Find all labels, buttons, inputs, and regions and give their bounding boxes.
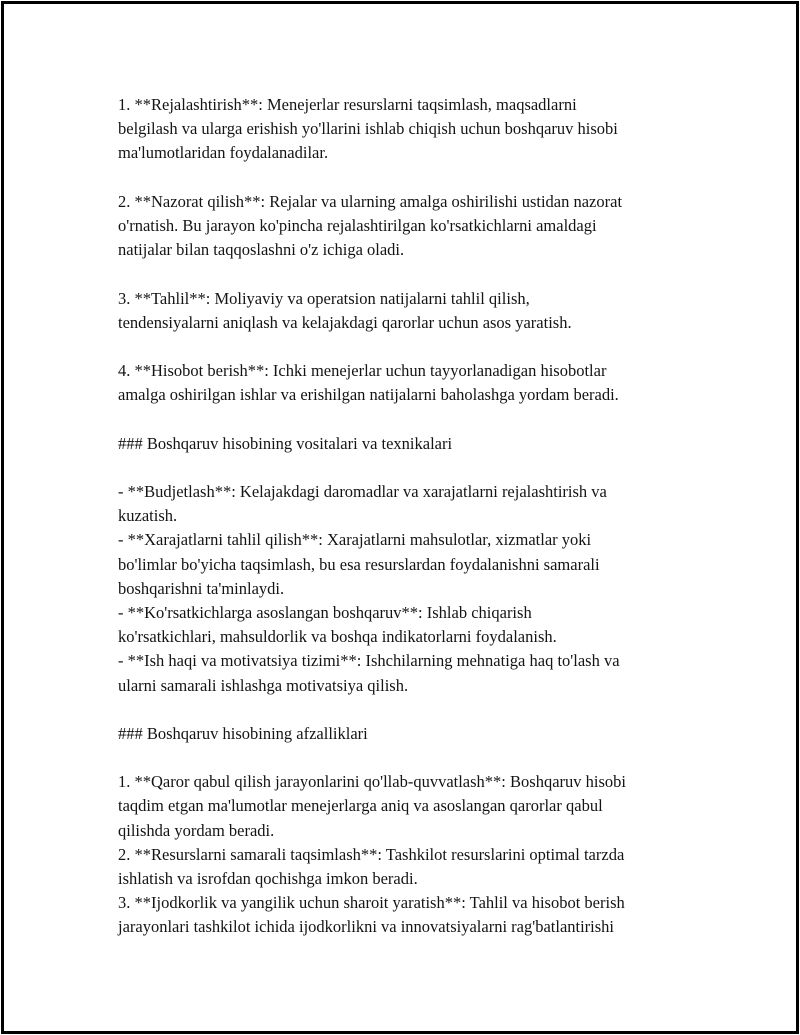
text-line: 2. **Nazorat qilish**: Rejalar va ularning amalga oshirilishi ustidan nazorat (118, 191, 623, 211)
text-line: 2. **Resurslarni samarali taqsimlash**: Tashkilot resurslarini optimal tarzda (118, 844, 625, 864)
list-item (118, 891, 758, 939)
text-line: - **Budjetlash**: Kelajakdagi daromadlar va xarajatlarni rejalashtirish va (118, 482, 607, 501)
list-item (118, 93, 758, 166)
list-item (118, 843, 758, 891)
list-item (118, 770, 758, 843)
document-body (118, 93, 758, 940)
list-item (118, 359, 758, 407)
text-line: 3. **Ijodkorlik va yangilik uchun sharoit yaratish**: Tahlil va hisobot berish (118, 893, 625, 913)
paragraph-gap (118, 262, 758, 286)
text-line: boshqarishni ta'minlaydi. (118, 578, 285, 598)
text-line: 1. **Qaror qabul qilish jarayonlarini qo'llab-quvvatlash**: Boshqaruv hisobi (118, 772, 626, 792)
text-line: belgilash va ularga erishish yo'llarini ishlab chiqish uchun boshqaruv hisobi (118, 119, 618, 139)
text-line: 1. **Rejalashtirish**: Menejerlar resurslarni taqsimlash, maqsadlarni (118, 95, 577, 114)
list-item (118, 190, 758, 263)
text-line: ma'lumotlaridan foydalanadilar. (118, 143, 329, 163)
section-heading: ### Boshqaruv hisobining vositalari va texnikalari (118, 433, 453, 453)
text-line: taqdim etgan ma'lumotlar menejerlarga aniq va asoslangan qarorlar qabul (118, 796, 603, 816)
text-line: natijalar bilan taqqoslashni o'z ichiga oladi. (118, 240, 405, 260)
text-line: o'rnatish. Bu jarayon ko'pincha rejalashtirilgan ko'rsatkichlarni amaldagi (118, 215, 597, 235)
text-line: - **Xarajatlarni tahlil qilish**: Xarajatlarni mahsulotlar, xizmatlar yoki (118, 530, 592, 550)
paragraph-gap (118, 166, 758, 190)
list-item (118, 287, 758, 335)
text-line: ko'rsatkichlari, mahsuldorlik va boshqa indikatorlarni foydalanish. (118, 627, 557, 647)
text-line: tendensiyalarni aniqlash va kelajakdagi qarorlar uchun asos yaratish. (118, 312, 572, 332)
paragraph-gap (118, 407, 758, 431)
paragraph-gap (118, 456, 758, 480)
text-line: jarayonlari tashkilot ichida ijodkorlikni va innovatsiyalarni rag'batlantirishi (118, 917, 615, 937)
text-line: bo'limlar bo'yicha taqsimlash, bu esa resurslardan foydalanishni samarali (118, 554, 600, 574)
text-line: - **Ish haqi va motivatsiya tizimi**: Ishchilarning mehnatiga haq to'lash va (118, 651, 620, 671)
bullet-item (118, 649, 758, 697)
paragraph-gap (118, 746, 758, 770)
text-line: 4. **Hisobot berish**: Ichki menejerlar uchun tayyorlanadigan hisobotlar (118, 361, 607, 381)
paragraph-gap (118, 335, 758, 359)
text-line: - **Ko'rsatkichlarga asoslangan boshqaruv**: Ishlab chiqarish (118, 602, 532, 622)
bullet-item (118, 528, 758, 601)
text-line: qilishda yordam beradi. (118, 820, 275, 840)
text-line: ishlatish va isrofdan qochishga imkon beradi. (118, 869, 418, 888)
text-line: amalga oshirilgan ishlar va erishilgan natijalarni baholashga yordam beradi. (118, 385, 619, 405)
text-line: ularni samarali ishlashga motivatsiya qilish. (118, 675, 409, 695)
bullet-item (118, 601, 758, 649)
text-line: kuzatish. (118, 506, 178, 526)
bullet-item (118, 480, 758, 528)
text-line: 3. **Tahlil**: Moliyaviy va operatsion natijalarni tahlil qilish, (118, 288, 530, 308)
paragraph-gap (118, 698, 758, 722)
section-heading: ### Boshqaruv hisobining afzalliklari (118, 723, 368, 743)
